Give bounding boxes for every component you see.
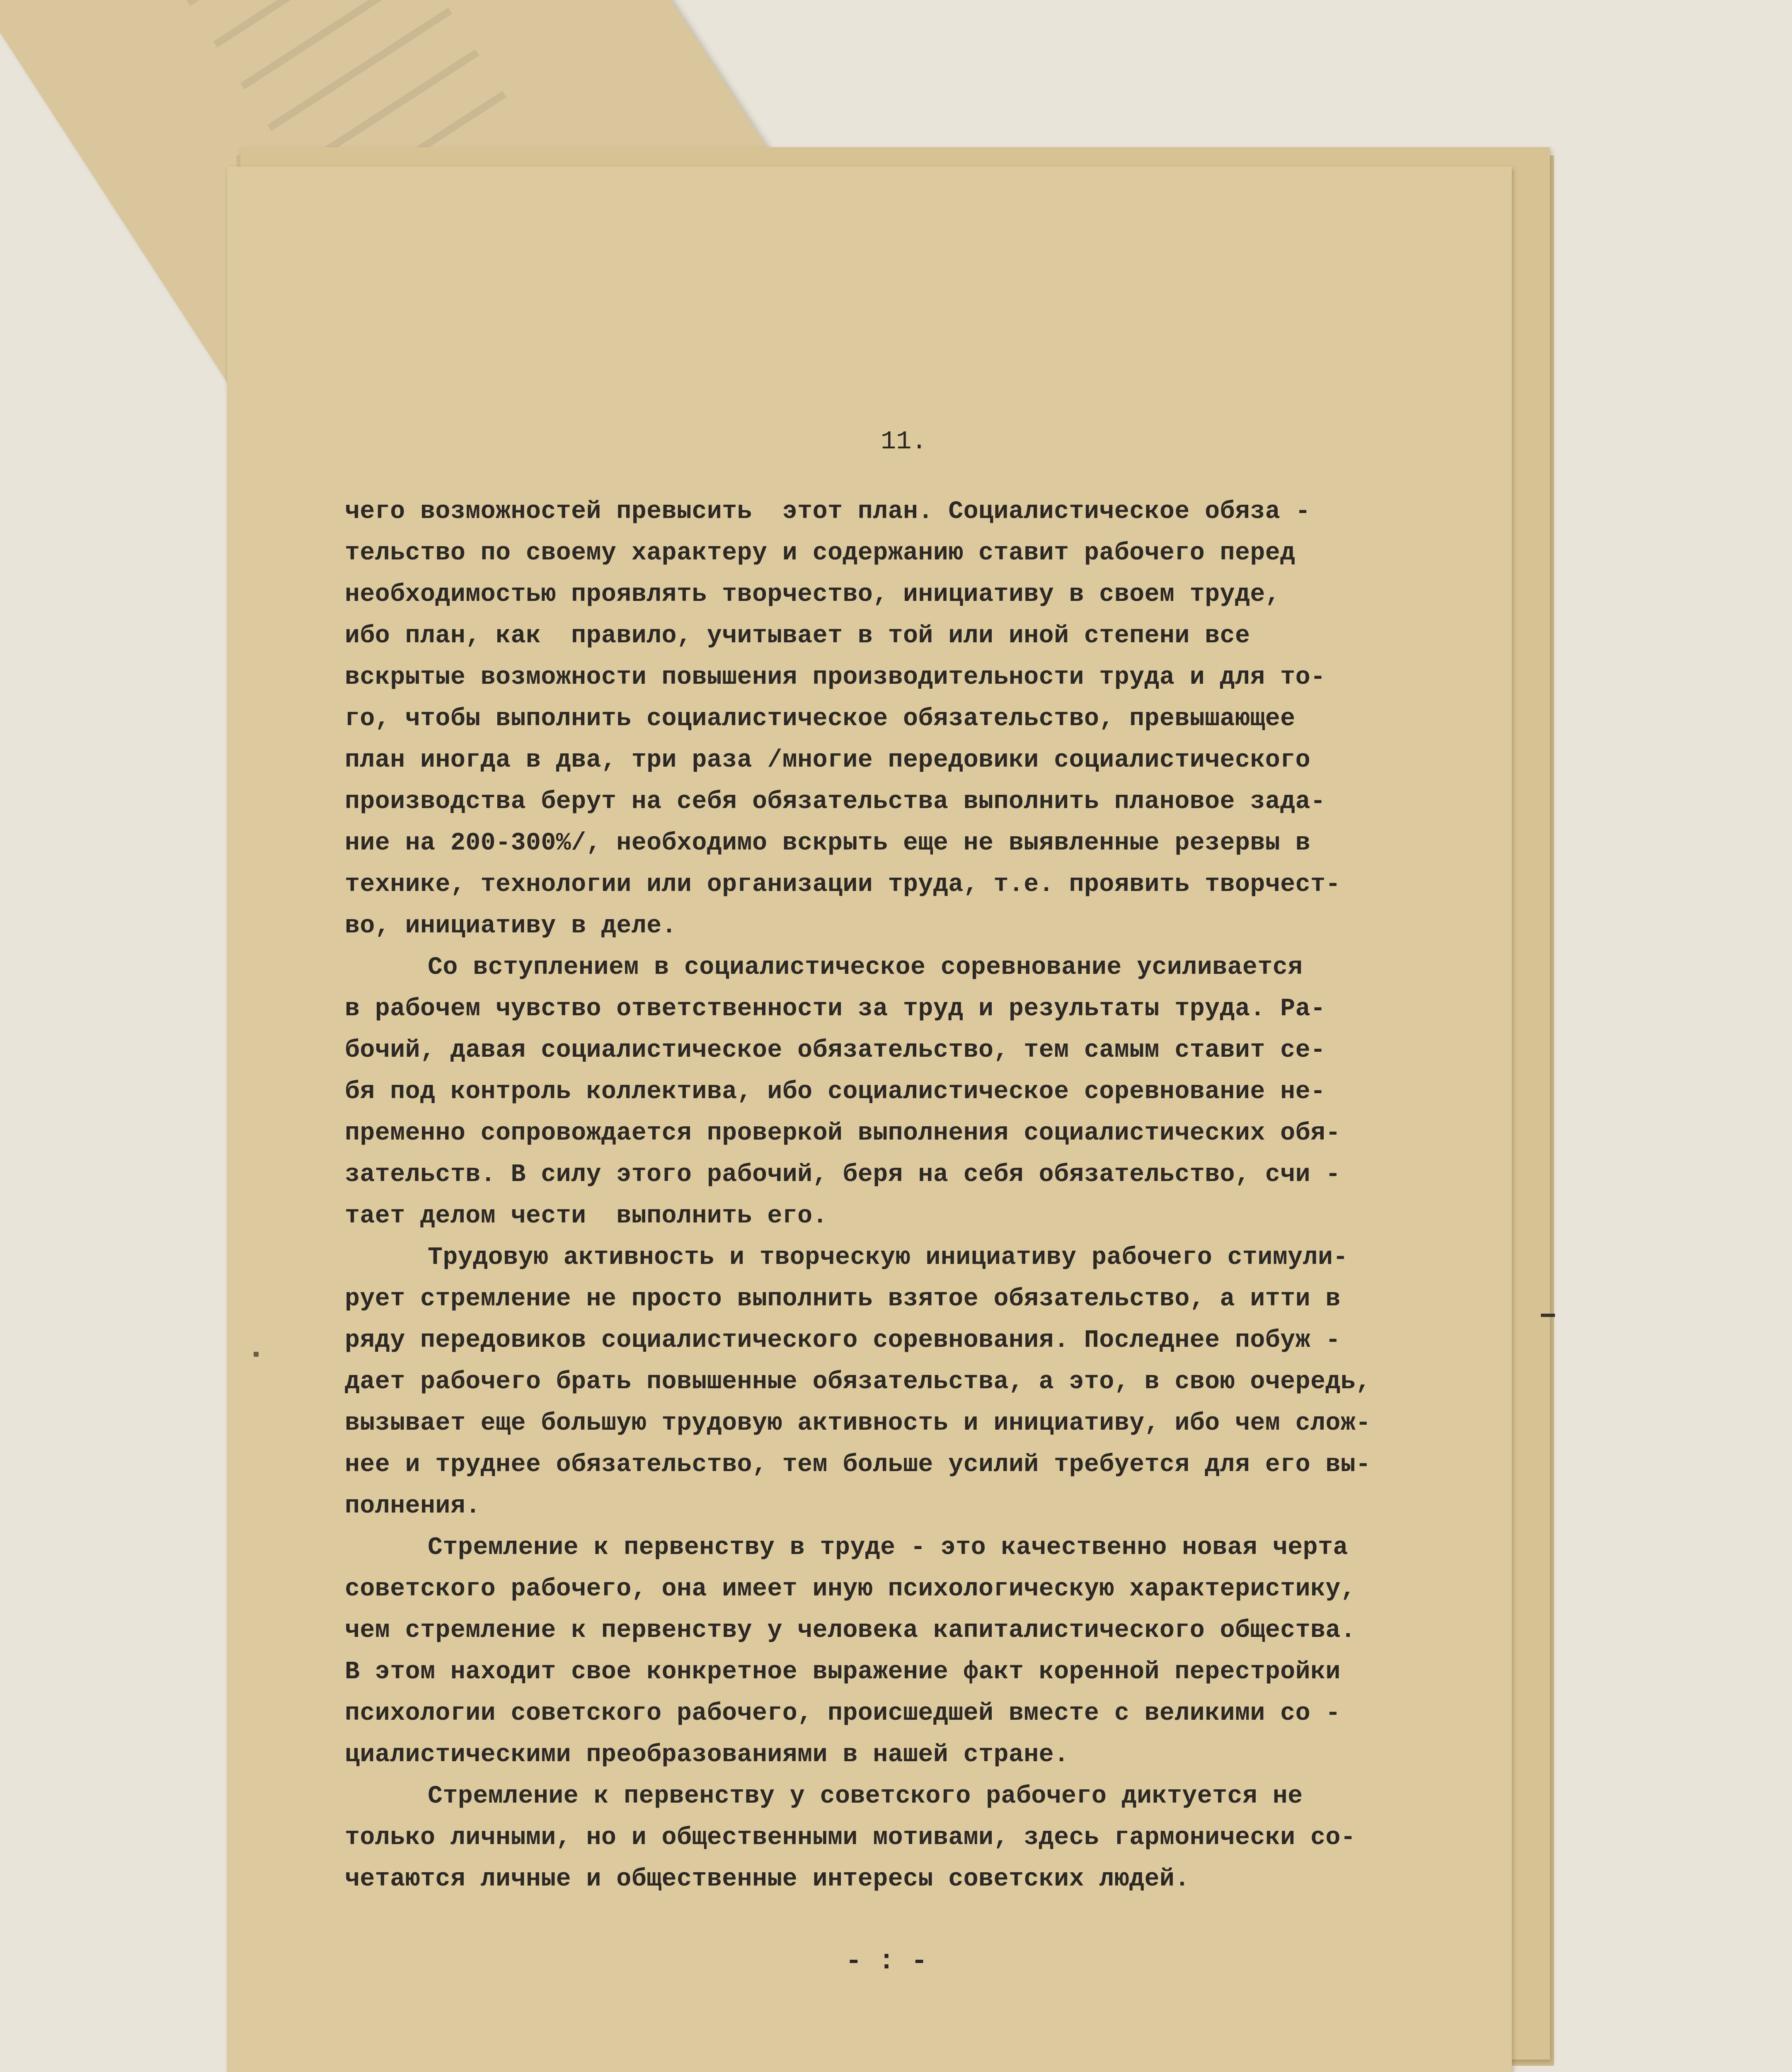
text-line: во, инициативу в деле. [345,912,677,940]
edge-mark [1541,1314,1555,1317]
text-line: в рабочем чувство ответственности за труд и результаты труда. Ра- [345,995,1326,1023]
text-line: четаются личные и общественные интересы советских людей. [345,1865,1190,1893]
text-line: тельство по своему характеру и содержанию ставит рабочего перед [345,539,1296,567]
text-line: советского рабочего, она имеет иную психологическую характеристику, [345,1575,1356,1603]
text-line: чем стремление к первенству у человека капиталистического общества. [345,1617,1356,1645]
text-line: Стремление к первенству у советского рабочего диктуется не [428,1782,1303,1811]
text-line: вызывает еще большую трудовую активность и инициативу, ибо чем слож- [345,1409,1371,1438]
text-line: зательств. В силу этого рабочий, беря на себя обязательство, счи - [345,1161,1341,1189]
text-line: ние на 200-300%/, необходимо вскрыть еще не выявленные резервы в [345,829,1310,857]
text-line: производства берут на себя обязательства выполнить плановое зада- [345,788,1326,816]
text-line: Со вступлением в социалистическое соревнование усиливается [428,954,1303,982]
text-line: необходимостью проявлять творчество, инициативу в своем труде, [345,581,1281,609]
typed-body-text [345,491,1501,1900]
text-line: полнения. [345,1492,481,1520]
text-line: пременно сопровождается проверкой выполнения социалистических обя- [345,1119,1341,1147]
text-line: план иногда в два, три раза /многие передовики социалистического [345,746,1310,775]
page-number: 11. [881,427,927,456]
text-line: только личными, но и общественными мотивами, здесь гармонически со- [345,1824,1356,1852]
text-line: циалистическими преобразованиями в нашей стране. [345,1741,1069,1769]
text-line: ибо план, как правило, учитывает в той или иной степени все [345,622,1250,650]
text-line: тает делом чести выполнить его. [345,1202,828,1230]
text-line: психологии советского рабочего, происшедшей вместе с великими со - [345,1699,1341,1728]
text-line: нее и труднее обязательство, тем больше усилий требуется для его вы- [345,1451,1371,1479]
text-line: Трудовую активность и творческую инициативу рабочего стимули- [428,1244,1348,1272]
text-line: технике, технологии или организации труда, т.е. проявить творчест- [345,871,1341,899]
text-line: В этом находит свое конкретное выражение факт коренной перестройки [345,1658,1341,1686]
end-mark: - : - [845,1946,928,1977]
text-line: го, чтобы выполнить социалистическое обязательство, превышающее [345,705,1296,733]
text-line: чего возможностей превысить этот план. Социалистическое обяза - [345,498,1310,526]
text-line: бя под контроль коллектива, ибо социалистическое соревнование не- [345,1078,1326,1106]
text-line: вскрытые возможности повышения производительности труда и для то- [345,663,1326,692]
text-line: рует стремление не просто выполнить взятое обязательство, а итти в [345,1285,1341,1313]
text-line: ряду передовиков социалистического соревнования. Последнее побуж - [345,1326,1341,1355]
text-line: дает рабочего брать повышенные обязательства, а это, в свою очередь, [345,1368,1371,1396]
text-line: Стремление к первенству в труде - это качественно новая черта [428,1534,1348,1562]
margin-mark [254,1352,259,1357]
text-line: бочий, давая социалистическое обязательство, тем самым ставит се- [345,1036,1326,1065]
